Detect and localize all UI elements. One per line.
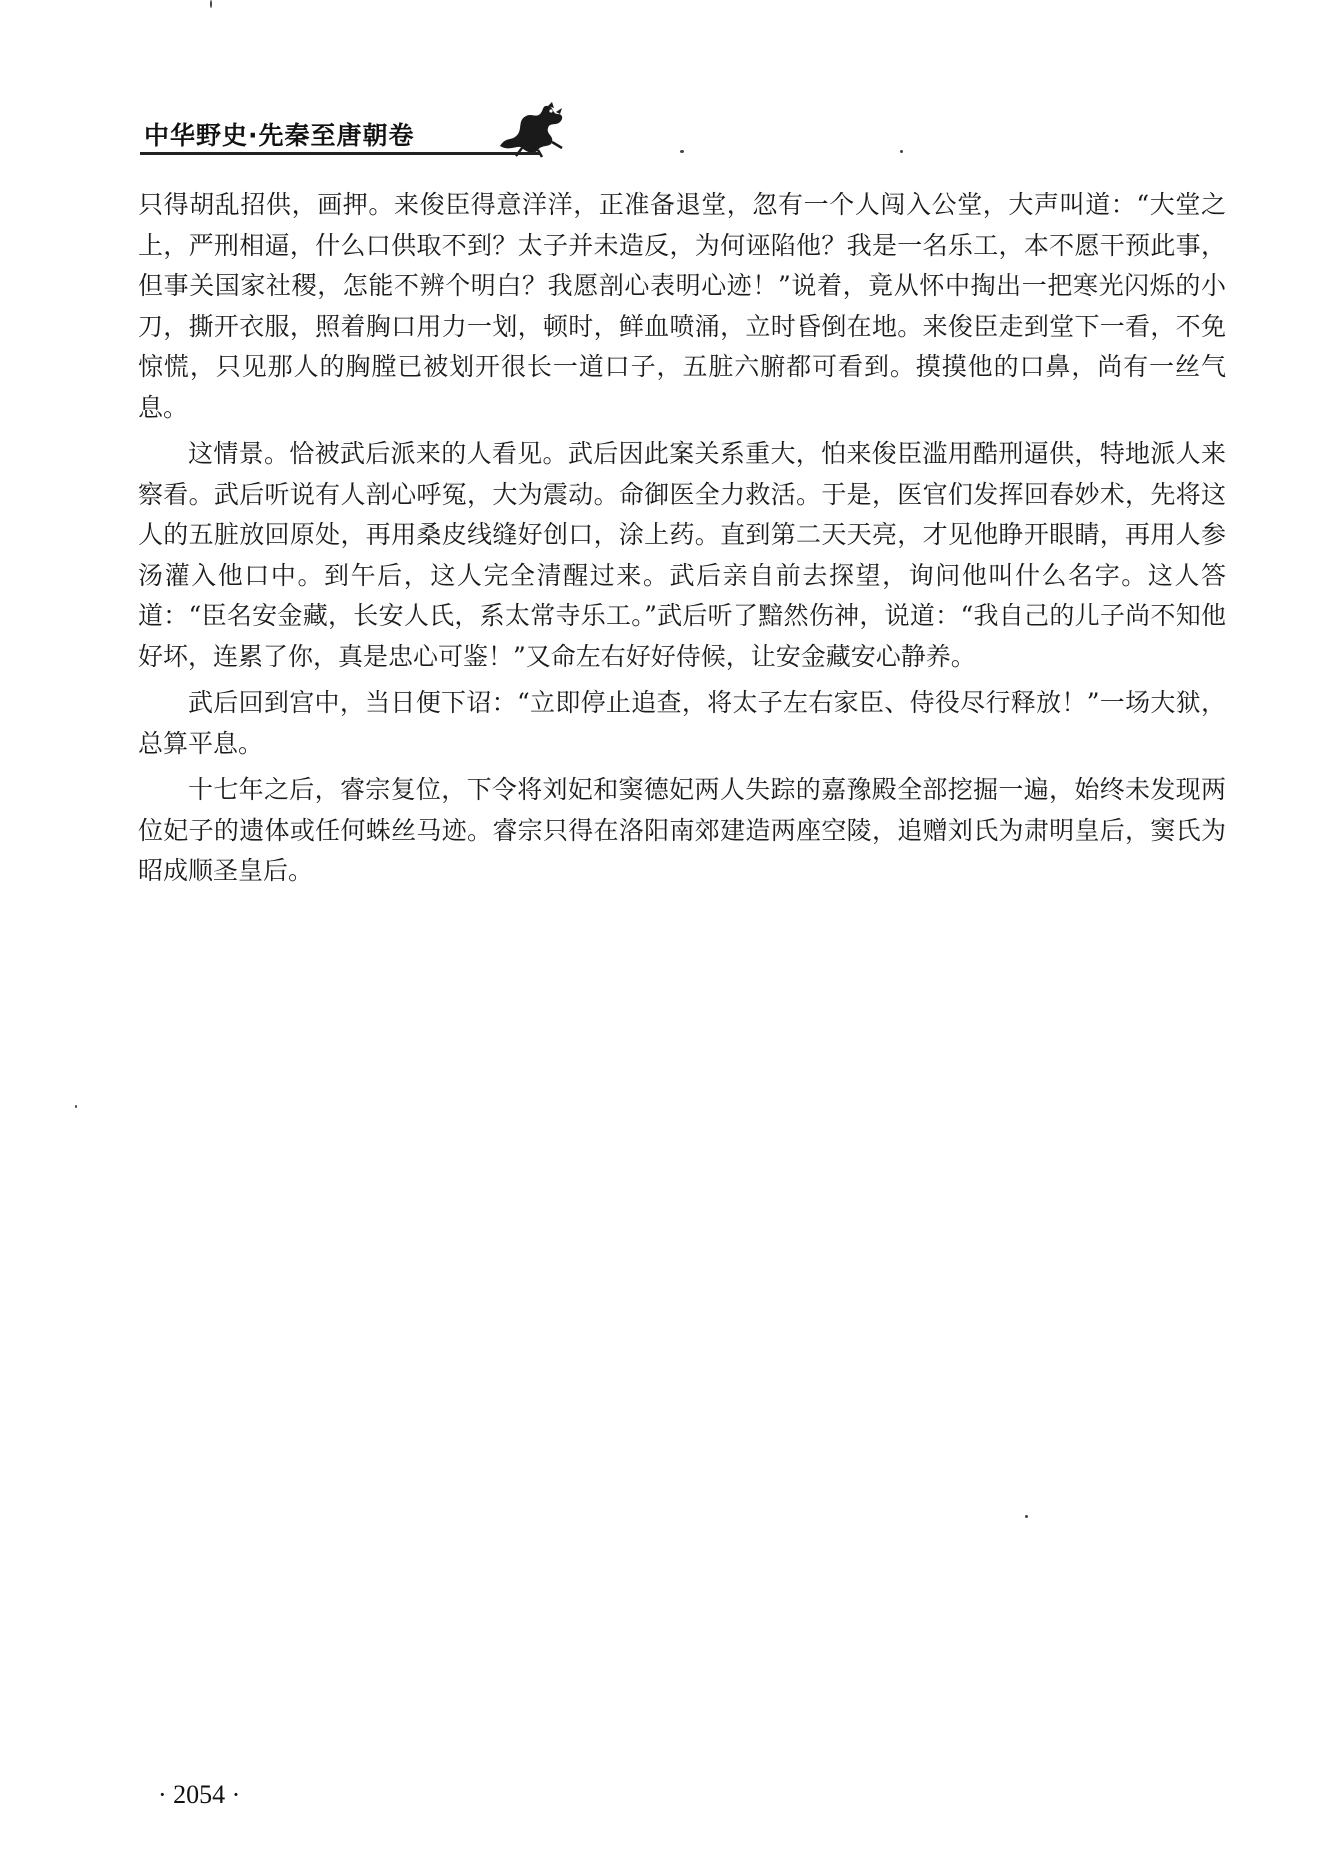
running-header xyxy=(140,102,570,160)
scan-speck xyxy=(210,0,212,8)
body-text xyxy=(138,185,1226,898)
scan-speck xyxy=(900,150,903,153)
paragraph: 这情景。恰被武后派来的人看见。武后因此案关系重大，怕来俊臣滥用酷刑逼供，特地派人来察看。武后听说有人剖心呼冤，大为震动。命御医全力救活。于是，医官们发挥回春妙术，先将这人的五脏放回原处，再用桑皮线缝好创口，涂上药。直到第二天天亮，才见他睁开眼睛，再用人参汤灌入他口中。到午后，这人完全清醒过来。武后亲自前去探望，询问他叫什么名字。这人答道：“臣名安金藏，长安人氏，系太常寺乐工。”武后听了黯然伤神，说道：“我自己的儿子尚不知他好坏，连累了你，真是忠心可鉴！”又命左右好好侍候，让安金藏安心静养。 xyxy=(138,439,1226,671)
paragraph: 十七年之后，睿宗复位，下令将刘妃和窦德妃两人失踪的嘉豫殿全部挖掘一遍，始终未发现两位妃子的遗体或任何蛛丝马迹。睿宗只得在洛阳南郊建造两座空陵，追赠刘氏为肃明皇后，窦氏为昭成顺圣皇后。 xyxy=(138,775,1226,885)
scan-speck xyxy=(680,150,684,153)
dragon-logo-icon xyxy=(492,102,570,158)
header-rule xyxy=(140,152,540,155)
scan-speck xyxy=(75,1105,77,1108)
page-number: · 2054 · xyxy=(158,1780,241,1809)
scan-speck xyxy=(1025,1515,1028,1518)
paragraph: 只得胡乱招供，画押。来俊臣得意洋洋，正准备退堂，忽有一个人闯入公堂，大声叫道：“大堂之上，严刑相逼，什么口供取不到？太子并未造反，为何诬陷他？我是一名乐工，本不愿干预此事，但事关国家社稷，怎能不辨个明白？我愿剖心表明心迹！”说着，竟从怀中掏出一把寒光闪烁的小刀，撕开衣服，照着胸口用力一划，顿时，鲜血喷涌，立时昏倒在地。来俊臣走到堂下一看，不免惊慌，只见那人的胸膛已被划开很长一道口子，五脏六腑都可看到。摸摸他的口鼻，尚有一丝气息。 xyxy=(138,190,1226,422)
book-title: 中华野史·先秦至唐朝卷 xyxy=(144,121,415,150)
paragraph: 武后回到宫中，当日便下诏：“立即停止追查，将太子左右家臣、侍役尽行释放！”一场大狱，总算平息。 xyxy=(138,688,1226,758)
